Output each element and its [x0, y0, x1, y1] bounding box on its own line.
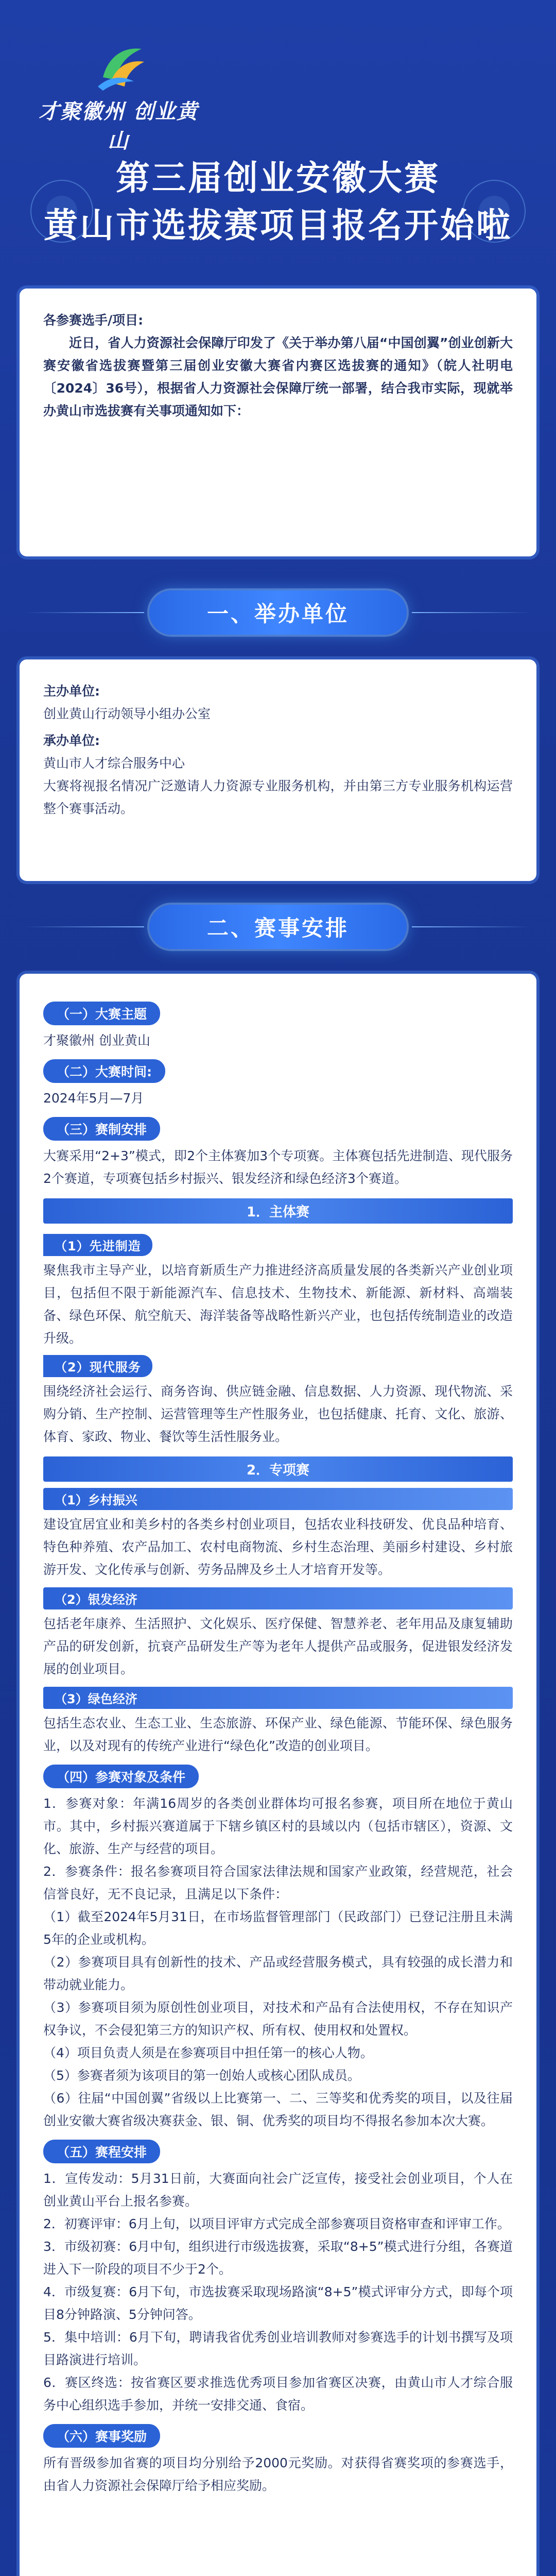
main-track-bar: 1．主体赛	[43, 1198, 513, 1224]
page-title	[0, 155, 556, 249]
organizers-card	[20, 659, 536, 881]
exec-label: 承办单位:	[43, 733, 100, 748]
section-header-schedule	[0, 896, 556, 958]
requirements-tag: （四）参赛对象及条件	[43, 1765, 199, 1788]
requirement-item: 1．参赛对象：年满16周岁的各类创业群体均可报名参赛，项目所在地位于黄山市。其中，乡村振兴赛道属于下辖乡镇区村的县域以内（包括市辖区），资源、文化、旅游、生产与经营的项目。	[43, 1796, 513, 1856]
track-tag: （1）乡村振兴	[43, 1488, 513, 1510]
award-tag: （六）赛事奖励	[43, 2424, 160, 2448]
section-pill	[149, 905, 407, 949]
track-tag: （2）银发经济	[43, 1587, 513, 1609]
intro-body: 近日，省人力资源社会保障厅印发了《关于举办第八届“中国创翼”创业创新大赛安徽省选拔赛暨第三届创业安徽大赛省内赛区选拔赛的通知》（皖人社明电〔2024〕36号），根据省人力资源社会保障厅统一部署，结合我市实际，现就举办黄山市选拔赛有关事项通知如下：	[43, 335, 513, 418]
section-title: 一、举办单位	[206, 601, 349, 626]
section-pill	[149, 590, 407, 635]
arrangement-item: 6．赛区终选：按省赛区要求推选优秀项目参加省赛区决赛，由黄山市人才综合服务中心组织选手参加，并统一安排交通、食宿。	[43, 2375, 513, 2413]
time-value: 2024年5月—7月	[43, 1091, 144, 1106]
requirement-item: （5）参赛者须为该项目的第一创始人或核心团队成员。	[43, 2068, 360, 2083]
time-tag: （二）大赛时间:	[43, 1059, 165, 1083]
requirement-item: （2）参赛项目具有创新性的技术、产品或经营服务模式，具有较强的成长潜力和带动就业能力。	[43, 1955, 513, 1992]
section-line-right	[412, 612, 530, 613]
arrangement-tag: （五）赛程安排	[43, 2140, 160, 2163]
intro-greeting: 各参赛选手/项目:	[43, 313, 144, 328]
intro-card	[20, 289, 536, 556]
logo-mark-icon	[93, 41, 149, 93]
track-value: 包括生态农业、生态工业、生态旅游、环保产业、绿色能源、节能环保、绿色服务业，以及对现有的传统产业进行“绿色化”改造的创业项目。	[43, 1716, 513, 1753]
section-header-organizers	[0, 582, 556, 644]
exec-value: 黄山市人才综合服务中心	[43, 756, 185, 771]
requirement-item: （3）参赛项目须为原创性创业项目，对技术和产品有合法使用权，不存在知识产权争议，不会侵犯第三方的知识产权、所有权、使用权和处置权。	[43, 2000, 513, 2038]
requirement-item: （1）截至2024年5月31日，在市场监督管理部门（民政部门）已登记注册且未满5年的企业或机构。	[43, 1909, 513, 1947]
award-value: 所有晋级参加省赛的项目均分别给予2000元奖励。对获得省赛奖项的参赛选手，由省人力资源社会保障厅给予相应奖励。	[43, 2455, 513, 2493]
track-value: 包括老年康养、生活照护、文化娱乐、医疗保健、智慧养老、老年用品及康复辅助产品的研发创新，抗衰产品研发生产等为老年人提供产品或服务，促进银发经济发展的创业项目。	[43, 1616, 513, 1676]
title-line-1: 第三届创业安徽大赛	[116, 158, 440, 198]
exec-note: 大赛将视报名情况广泛邀请人力资源专业服务机构，并由第三方专业服务机构运营整个赛事活动。	[43, 778, 513, 816]
arrangement-item: 1．宣传发动：5月31日前，大赛面向社会广泛宣传，接受社会创业项目，个人在创业黄山平台上报名参赛。	[43, 2171, 513, 2209]
setting-value: 大赛采用“2+3”模式，即2个主体赛加3个专项赛。主体赛包括先进制造、现代服务2个赛道，专项赛包括乡村振兴、银发经济和绿色经济3个赛道。	[43, 1148, 513, 1186]
track-tag: （1）先进制造	[43, 1234, 152, 1256]
requirement-item: （6）往届“中国创翼”省级以上比赛第一、二、三等奖和优秀奖的项目，以及往届创业安徽大赛省级决赛获金、银、铜、优秀奖的项目均不得报名参加本次大赛。	[43, 2091, 513, 2128]
requirement-item: 2．参赛条件：报名参赛项目符合国家法律法规和国家产业政策，经营规范，社会信誉良好，无不良记录，且满足以下条件：	[43, 1864, 513, 1902]
theme-value: 才聚徽州 创业黄山	[43, 1033, 150, 1048]
section-line-left	[26, 926, 144, 927]
track-tag: （3）绿色经济	[43, 1687, 513, 1709]
schedule-card	[20, 974, 536, 2576]
host-value: 创业黄山行动领导小组办公室	[43, 706, 211, 721]
track-value: 聚焦我市主导产业，以培育新质生产力推进经济高质量发展的各类新兴产业创业项目，包括但不限于新能源汽车、信息技术、生物技术、新能源、新材料、高端装备、绿色环保、航空航天、海洋装备等战略性新兴产业，也包括传统制造业的改造升级。	[43, 1263, 513, 1346]
setting-tag: （三）赛制安排	[43, 1117, 160, 1141]
logo-text: 才聚徽州 创业黄山	[39, 100, 198, 153]
title-line-2: 黄山市选拔赛项目报名开始啦	[44, 206, 512, 245]
section-line-left	[26, 612, 144, 613]
theme-tag: （一）大赛主题	[43, 1002, 160, 1025]
requirement-item: （4）项目负责人须是在参赛项目中担任第一的核心人物。	[43, 2045, 373, 2060]
track-tag: （2）现代服务	[43, 1355, 152, 1377]
arrangement-item: 3．市级初赛：6月中旬，组织进行市级选拔赛，采取“8+5”模式进行分组，各赛道进入下一阶段的项目不少于2个。	[43, 2239, 513, 2277]
arrangement-item: 5．集中培训：6月下旬，聘请我省优秀创业培训教师对参赛选手的计划书撰写及项目路演进行培训。	[43, 2330, 513, 2367]
arrangement-item: 2．初赛评审：6月上旬，以项目评审方式完成全部参赛项目资格审查和评审工作。	[43, 2216, 510, 2231]
track-value: 建设宜居宜业和美乡村的各类乡村创业项目，包括农业科技研发、优良品种培育、特色种养殖、农产品加工、农村电商物流、乡村生态治理、美丽乡村建设、乡村旅游开发、文化传承与创新、劳务品牌及乡土人才培育开发等。	[43, 1517, 513, 1577]
track-value: 围绕经济社会运行、商务咨询、供应链金融、信息数据、人力资源、现代物流、采购分销、生产控制、运营管理等生产性服务业，也包括健康、托育、文化、旅游、体育、家政、物业、餐饮等生活性服务业。	[43, 1384, 513, 1444]
special-track-bar: 2．专项赛	[43, 1456, 513, 1482]
logo	[31, 41, 206, 153]
section-title: 二、赛事安排	[206, 916, 349, 941]
host-label: 主办单位:	[43, 684, 100, 699]
section-line-right	[412, 926, 530, 927]
arrangement-item: 4．市级复赛：6月下旬，市选拔赛采取现场路演“8+5”模式评审分方式，即每个项目8分钟路演、5分钟问答。	[43, 2284, 513, 2322]
